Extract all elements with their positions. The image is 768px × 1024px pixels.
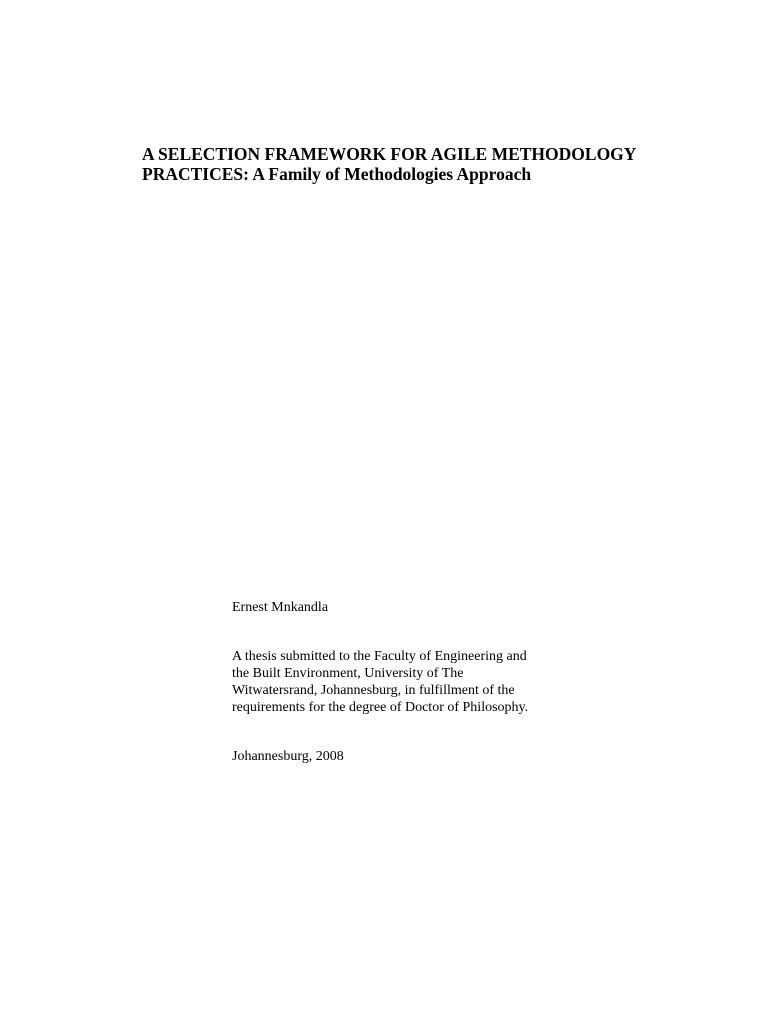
thesis-title-line-2: PRACTICES: A Family of Methodologies Approach — [142, 164, 532, 184]
submission-statement-line-3: Witwatersrand, Johannesburg, in fulfillment of the — [232, 683, 515, 698]
submission-statement-line-1: A thesis submitted to the Faculty of Engineering and — [232, 649, 527, 664]
submission-statement-line-2: the Built Environment, University of The — [232, 666, 464, 681]
submission-statement — [232, 648, 652, 716]
thesis-title-line-1: A SELECTION FRAMEWORK FOR AGILE METHODOLOGY — [142, 144, 637, 164]
submission-statement-line-4: requirements for the degree of Doctor of Philosophy. — [232, 700, 529, 715]
thesis-meta — [232, 599, 652, 765]
place-and-date: Johannesburg, 2008 — [232, 749, 344, 764]
thesis-title — [142, 144, 702, 184]
author-name: Ernest Mnkandla — [232, 600, 329, 615]
